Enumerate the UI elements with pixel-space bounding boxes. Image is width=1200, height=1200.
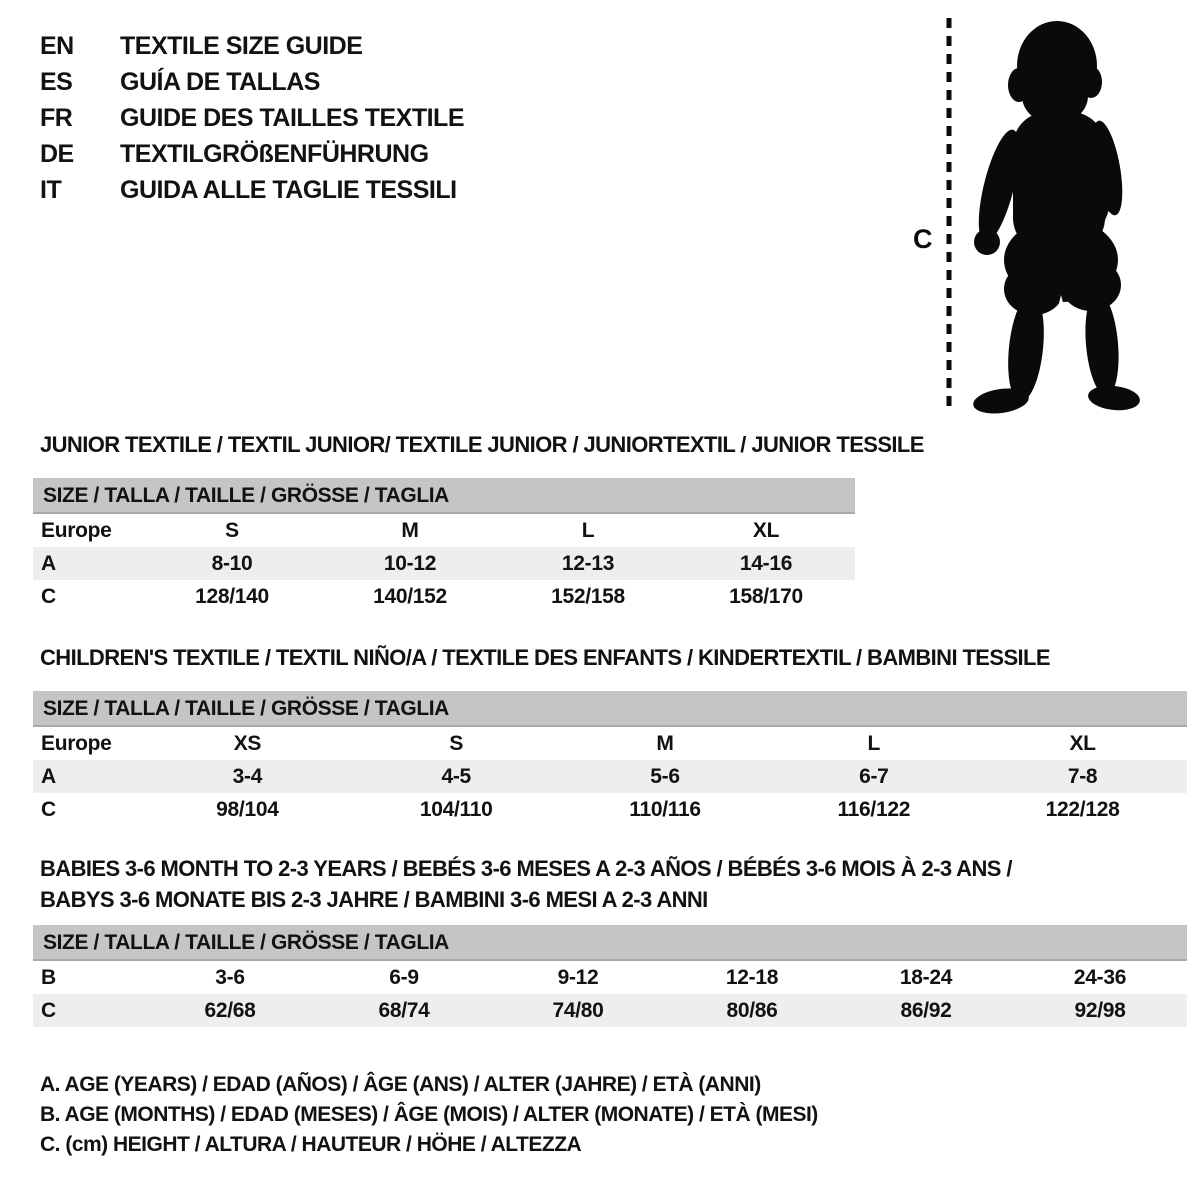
age-cell: 24-36 <box>1073 965 1127 989</box>
size-cell: L <box>581 518 595 542</box>
size-cell: S <box>225 518 239 542</box>
language-row-de <box>40 136 464 172</box>
table-row-height <box>33 793 1187 826</box>
guide-title-fr: GUIDE DES TAILLES TEXTILE <box>120 103 465 132</box>
height-cell: 68/74 <box>378 998 430 1022</box>
height-cell: 152/158 <box>551 584 625 608</box>
babies-size-table <box>33 925 1187 1027</box>
height-cell: 62/68 <box>204 998 256 1022</box>
age-cell: 5-6 <box>650 764 680 788</box>
age-cell: 3-6 <box>215 965 245 989</box>
row-label: C <box>41 797 56 821</box>
age-cell: 6-9 <box>389 965 419 989</box>
language-code: EN <box>40 31 74 60</box>
children-section-title: CHILDREN'S TEXTILE / TEXTIL NIÑO/A / TEXTILE DES ENFANTS / KINDERTEXTIL / BAMBINI TESSILE <box>40 645 1050 670</box>
height-cell: 140/152 <box>373 584 447 608</box>
row-label: C <box>41 584 56 608</box>
junior-size-table <box>33 478 855 613</box>
height-cell: 128/140 <box>195 584 269 608</box>
size-cell: M <box>656 731 674 755</box>
row-label: C <box>41 998 56 1022</box>
guide-title-es: GUÍA DE TALLAS <box>120 67 320 96</box>
language-code: ES <box>40 67 73 96</box>
babies-title-line2: BABYS 3-6 MONATE BIS 2-3 JAHRE / BAMBINI 3-6 MESI A 2-3 ANNI <box>40 887 708 912</box>
babies-section-title <box>40 853 1012 915</box>
babies-title-line1: BABIES 3-6 MONTH TO 2-3 YEARS / BEBÉS 3-6 MESES A 2-3 AÑOS / BÉBÉS 3-6 MOIS À 2-3 ANS / <box>40 856 1012 881</box>
measurement-legend <box>40 1070 818 1160</box>
age-cell: 4-5 <box>441 764 471 788</box>
table-row-age <box>33 547 855 580</box>
language-code: DE <box>40 139 74 168</box>
row-label: B <box>41 965 56 989</box>
guide-title-de: TEXTILGRÖßENFÜHRUNG <box>120 139 429 168</box>
age-cell: 7-8 <box>1067 764 1098 788</box>
age-cell: 10-12 <box>383 551 437 575</box>
language-row-fr <box>40 100 464 136</box>
children-size-table <box>33 691 1187 826</box>
age-cell: 3-4 <box>232 764 263 788</box>
language-code: FR <box>40 103 73 132</box>
row-label: Europe <box>41 518 112 542</box>
age-cell: 12-18 <box>725 965 779 989</box>
row-label: A <box>41 764 56 788</box>
age-cell: 8-10 <box>211 551 253 575</box>
size-cell: XL <box>1069 731 1096 755</box>
table-row-height <box>33 580 855 613</box>
height-cell: 98/104 <box>216 797 279 821</box>
table-row-europe <box>33 727 1187 760</box>
size-cell: S <box>449 731 464 755</box>
size-header-bar: SIZE / TALLA / TAILLE / GRÖSSE / TAGLIA <box>33 478 855 514</box>
height-cell: 92/98 <box>1074 998 1126 1022</box>
junior-section-title: JUNIOR TEXTILE / TEXTIL JUNIOR/ TEXTILE JUNIOR / JUNIORTEXTIL / JUNIOR TESSILE <box>40 432 924 457</box>
age-cell: 6-7 <box>859 764 889 788</box>
size-header-bar: SIZE / TALLA / TAILLE / GRÖSSE / TAGLIA <box>33 691 1187 727</box>
row-label: Europe <box>41 731 112 755</box>
legend-line-b: B. AGE (MONTHS) / EDAD (MESES) / ÂGE (MOIS) / ALTER (MONATE) / ETÀ (MESI) <box>40 1103 818 1126</box>
legend-line-c: C. (cm) HEIGHT / ALTURA / HAUTEUR / HÖHE / ALTEZZA <box>40 1133 582 1156</box>
age-cell: 12-13 <box>561 551 615 575</box>
height-cell: 86/92 <box>900 998 952 1022</box>
language-title-list <box>40 28 464 208</box>
height-measure-label: C <box>913 224 933 254</box>
height-cell: 158/170 <box>729 584 803 608</box>
height-cell: 74/80 <box>552 998 604 1022</box>
language-row-en <box>40 28 464 64</box>
height-cell: 110/116 <box>629 797 701 821</box>
guide-title-en: TEXTILE SIZE GUIDE <box>120 31 363 60</box>
language-code: IT <box>40 175 62 204</box>
age-cell: 18-24 <box>899 965 953 989</box>
age-cell: 9-12 <box>557 965 599 989</box>
table-row-age-months <box>33 961 1187 994</box>
language-row-es <box>40 64 464 100</box>
table-row-height <box>33 994 1187 1027</box>
height-cell: 80/86 <box>726 998 778 1022</box>
baby-height-figure <box>895 8 1155 422</box>
height-cell: 104/110 <box>419 797 493 821</box>
size-cell: M <box>401 518 419 542</box>
table-row-europe <box>33 514 855 547</box>
height-cell: 122/128 <box>1045 797 1120 821</box>
guide-title-it: GUIDA ALLE TAGLIE TESSILI <box>120 175 457 204</box>
size-cell: XS <box>233 731 262 755</box>
size-cell: XL <box>752 518 780 542</box>
legend-line-a: A. AGE (YEARS) / EDAD (AÑOS) / ÂGE (ANS) / ALTER (JAHRE) / ETÀ (ANNI) <box>40 1073 761 1096</box>
row-label: A <box>41 551 56 575</box>
height-cell: 116/122 <box>837 797 911 821</box>
size-cell: L <box>867 731 881 755</box>
age-cell: 14-16 <box>739 551 793 575</box>
language-row-it <box>40 172 464 208</box>
baby-silhouette-icon <box>970 21 1141 417</box>
table-row-age <box>33 760 1187 793</box>
size-header-bar: SIZE / TALLA / TAILLE / GRÖSSE / TAGLIA <box>33 925 1187 961</box>
